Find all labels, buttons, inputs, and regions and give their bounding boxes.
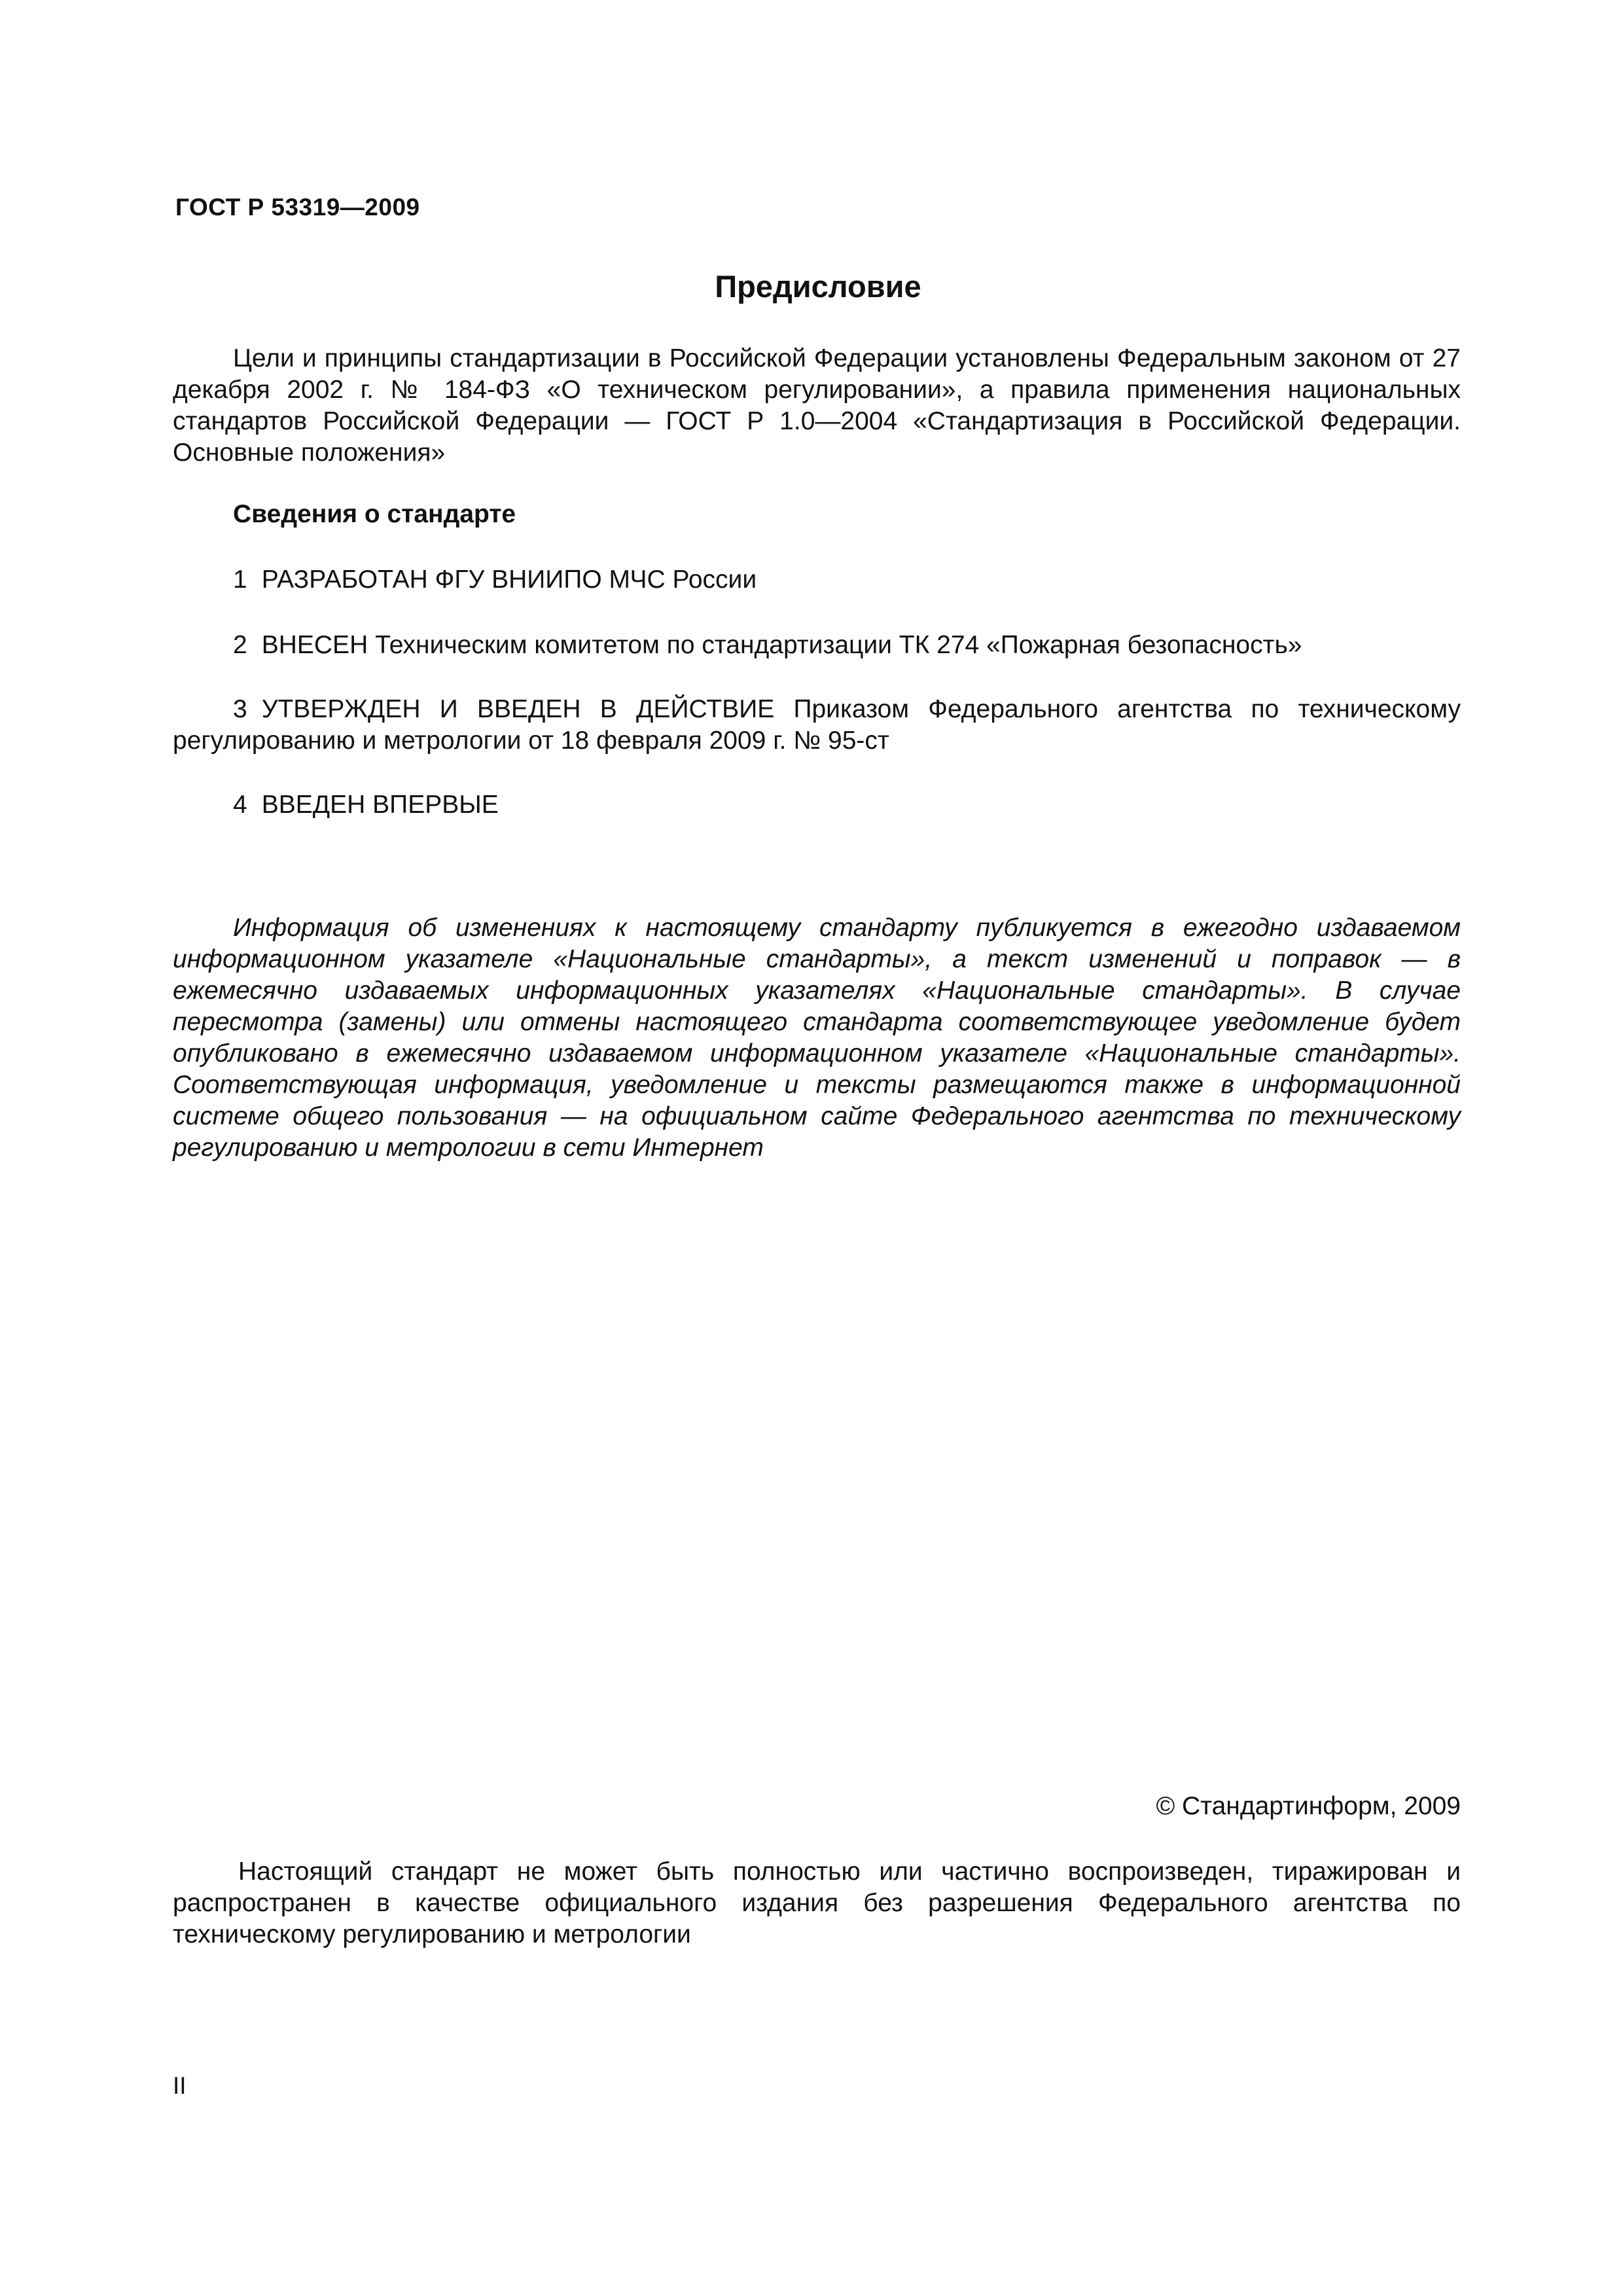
page-title: Предисловие bbox=[715, 269, 921, 304]
item-number: 2 bbox=[233, 631, 247, 659]
page-number: II bbox=[173, 2072, 187, 2099]
item-text: ВНЕСЕН Техническим комитетом по стандартизации ТК 274 «Пожарная безопасность» bbox=[261, 631, 1302, 659]
standard-info-item bbox=[173, 694, 1461, 757]
item-text: ВВЕДЕН ВПЕРВЫЕ bbox=[261, 791, 499, 819]
document-code: ГОСТ Р 53319—2009 bbox=[175, 194, 420, 221]
reproduction-notice: Настоящий стандарт не может быть полностью или частично воспроизведен, тиражирован и распространен в качестве официального издания без разрешения Федерального агентства по техническому регулированию и метрологии bbox=[173, 1857, 1461, 1948]
standard-info-item bbox=[173, 630, 1461, 661]
copyright-line: © Стандартинформ, 2009 bbox=[1156, 1792, 1461, 1820]
standard-info-item bbox=[173, 789, 1461, 821]
item-number: 4 bbox=[233, 791, 247, 819]
changes-info-paragraph: Информация об изменениях к настоящему стандарту публикуется в ежегодно издаваемом информационном указателе «Национальные стандарты», а текст изменений и поправок — в ежемесячно издаваемых информационных указателях «Национальные стандарты». В случае пересмотра (замены) или отмены настоящего стандарта соответствующее уведомление будет опубликовано в ежемесячно издаваемом информационном указателе «Национальные стандарты». Соответствующая информация, уведомление и тексты размещаются также в информационной системе общего пользования — на официальном сайте Федерального агентства по техническому регулированию и метрологии в сети Интернет bbox=[173, 914, 1461, 1162]
item-text: РАЗРАБОТАН ФГУ ВНИИПО МЧС России bbox=[261, 565, 757, 594]
item-text: УТВЕРЖДЕН И ВВЕДЕН В ДЕЙСТВИЕ Приказом Федерального агентства по техническому регулированию и метрологии от 18 февраля 2009 г. № 95-ст bbox=[173, 695, 1461, 755]
intro-paragraph: Цели и принципы стандартизации в Российской Федерации установлены Федеральным законом от 27 декабря 2002 г. № 184-ФЗ «О техническом регулировании», а правила применения национальных стандартов Российской Федерации — ГОСТ Р 1.0—2004 «Стандартизация в Российской Федерации. Основные положения» bbox=[173, 344, 1461, 467]
standard-info-item bbox=[173, 564, 1461, 596]
standard-info-heading: Сведения о стандарте bbox=[233, 500, 516, 528]
item-number: 3 bbox=[233, 695, 247, 723]
item-number: 1 bbox=[233, 565, 247, 594]
